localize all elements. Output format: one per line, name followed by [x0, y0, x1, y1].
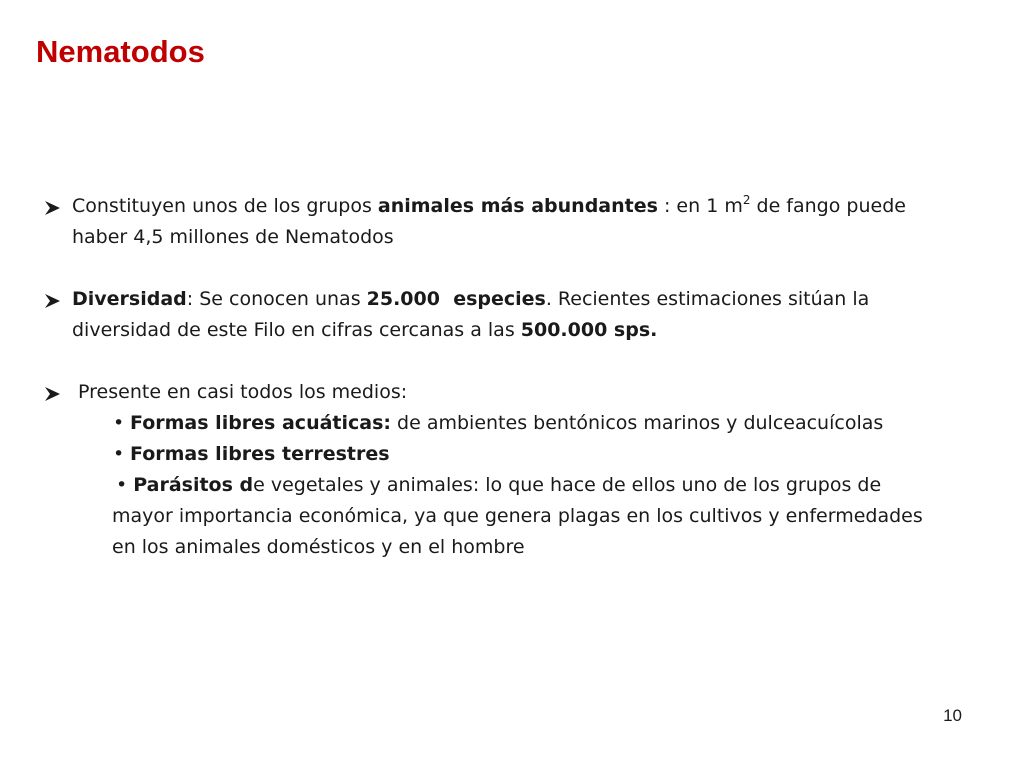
bullet-bold-text: Diversidad: [72, 288, 187, 310]
sub-item-terrestrial: [72, 439, 924, 470]
bullet-dot: •: [113, 443, 125, 465]
sub-item-bold-text: Formas libres terrestres: [130, 443, 390, 465]
page-number: 10: [943, 706, 962, 725]
sub-item-bold-text: Parásitos d: [133, 474, 254, 496]
sub-item-bold-text: Formas libres acuáticas:: [130, 412, 391, 434]
arrow-bullet-icon: [44, 201, 60, 215]
bullet-bold-text: 25.000 especies: [366, 288, 546, 310]
bullet-item-habitats: [44, 377, 924, 563]
bullet-text: : en 1 m: [657, 195, 743, 217]
bullet-text: : Se conocen unas: [186, 288, 367, 310]
bullet-bold-text: animales más abundantes: [377, 195, 658, 217]
arrow-bullet-icon: [44, 387, 60, 401]
sub-item-text: e vegetales y animales: lo que hace de ellos uno de los grupos de mayor importancia económica, ya que genera plagas en los cultivos y enfermedades en los animales domésticos y en el hombre: [112, 474, 923, 558]
bullet-text: Constituyen unos de los grupos: [72, 195, 378, 217]
slide-content: [44, 191, 924, 563]
bullet-item-abundance: [44, 191, 924, 253]
sub-item-parasites: [72, 470, 924, 563]
bullet-dot: •: [116, 474, 128, 496]
bullet-text: . Recientes estimaciones sitúan la diversidad de este Filo en cifras cercanas a las: [72, 288, 870, 341]
bullet-text: de fango puede haber 4,5 millones de Nematodos: [72, 195, 906, 248]
bullet-dot: •: [113, 412, 125, 434]
bullet-bold-text: 500.000 sps.: [520, 319, 658, 341]
sub-item-text: de ambientes bentónicos marinos y dulceacuícolas: [391, 412, 884, 434]
bullet-item-diversity: [44, 284, 924, 346]
superscript: 2: [742, 193, 751, 207]
arrow-bullet-icon: [44, 294, 60, 308]
slide-title: Nematodos: [36, 34, 205, 69]
bullet-text: Presente en casi todos los medios:: [72, 381, 408, 403]
sub-item-aquatic: [72, 408, 924, 439]
